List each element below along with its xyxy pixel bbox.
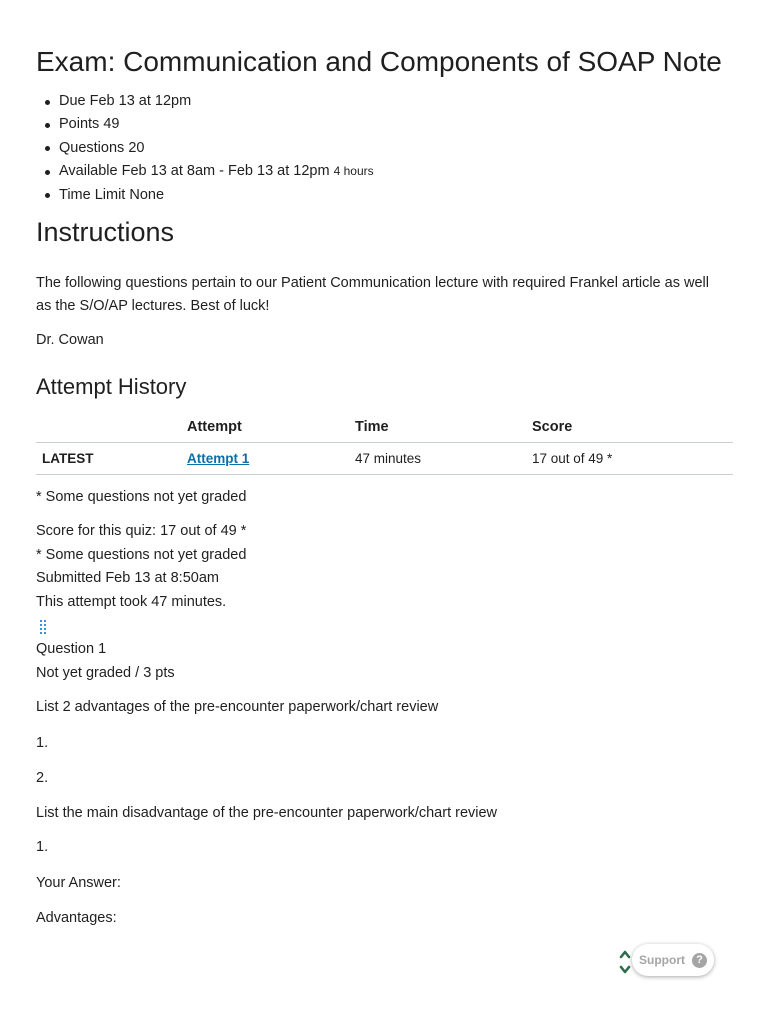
advantages-label: Advantages: — [36, 910, 117, 926]
drag-handle-icon[interactable] — [39, 619, 47, 635]
column-header-score: Score — [526, 411, 733, 443]
attempt-link[interactable]: Attempt 1 — [187, 451, 250, 466]
submitted-time: Submitted Feb 13 at 8:50am — [36, 570, 219, 586]
attempt-cell — [181, 443, 349, 475]
column-header-blank — [36, 411, 181, 443]
grading-note: * Some questions not yet graded — [36, 547, 247, 563]
page-title: Exam: Communication and Components of SOAP Note — [36, 46, 722, 77]
column-header-time: Time — [349, 411, 526, 443]
list-item: 1. — [36, 735, 49, 751]
quiz-details-list — [36, 90, 374, 207]
question-prompt-disadvantage: List the main disadvantage of the pre-encounter paperwork/chart review — [36, 805, 498, 821]
question-prompt-advantages: List 2 advantages of the pre-encounter paperwork/chart review — [36, 699, 439, 715]
time-limit: Time Limit None — [52, 184, 374, 207]
availability-text: Available Feb 13 at 8am - Feb 13 at 12pm — [59, 163, 330, 180]
quiz-score: Score for this quiz: 17 out of 49 * — [36, 523, 247, 539]
scroll-arrows-icon[interactable] — [618, 947, 632, 977]
support-label: Support — [639, 953, 685, 967]
attempt-history-table — [36, 411, 733, 475]
points: Points 49 — [52, 113, 374, 136]
due-date: Due Feb 13 at 12pm — [52, 90, 374, 113]
instructions-heading: Instructions — [36, 217, 175, 247]
support-widget — [618, 944, 728, 978]
attempt-duration: This attempt took 47 minutes. — [36, 594, 227, 610]
list-item: 2. — [36, 770, 49, 786]
question-count: Questions 20 — [52, 137, 374, 160]
column-header-attempt: Attempt — [181, 411, 349, 443]
instructions-signature: Dr. Cowan — [36, 332, 104, 348]
history-footnote: * Some questions not yet graded — [36, 489, 247, 505]
attempt-history-heading: Attempt History — [36, 374, 187, 399]
your-answer-label: Your Answer: — [36, 875, 121, 891]
table-row — [36, 443, 733, 475]
table-header-row — [36, 411, 733, 443]
list-item: 1. — [36, 839, 49, 855]
question-number: Question 1 — [36, 641, 107, 657]
question-points: Not yet graded / 3 pts — [36, 665, 175, 681]
support-button[interactable] — [632, 944, 714, 976]
availability — [52, 160, 374, 183]
availability-duration: 4 hours — [333, 164, 374, 179]
question-circle-icon: ? — [692, 953, 707, 968]
score-cell: 17 out of 49 * — [526, 443, 733, 475]
time-cell: 47 minutes — [349, 443, 526, 475]
instructions-text: The following questions pertain to our Patient Communication lecture with required Frankel article as well as the S/O/AP lectures. Best of luck! — [36, 275, 709, 314]
latest-label: LATEST — [36, 443, 181, 475]
